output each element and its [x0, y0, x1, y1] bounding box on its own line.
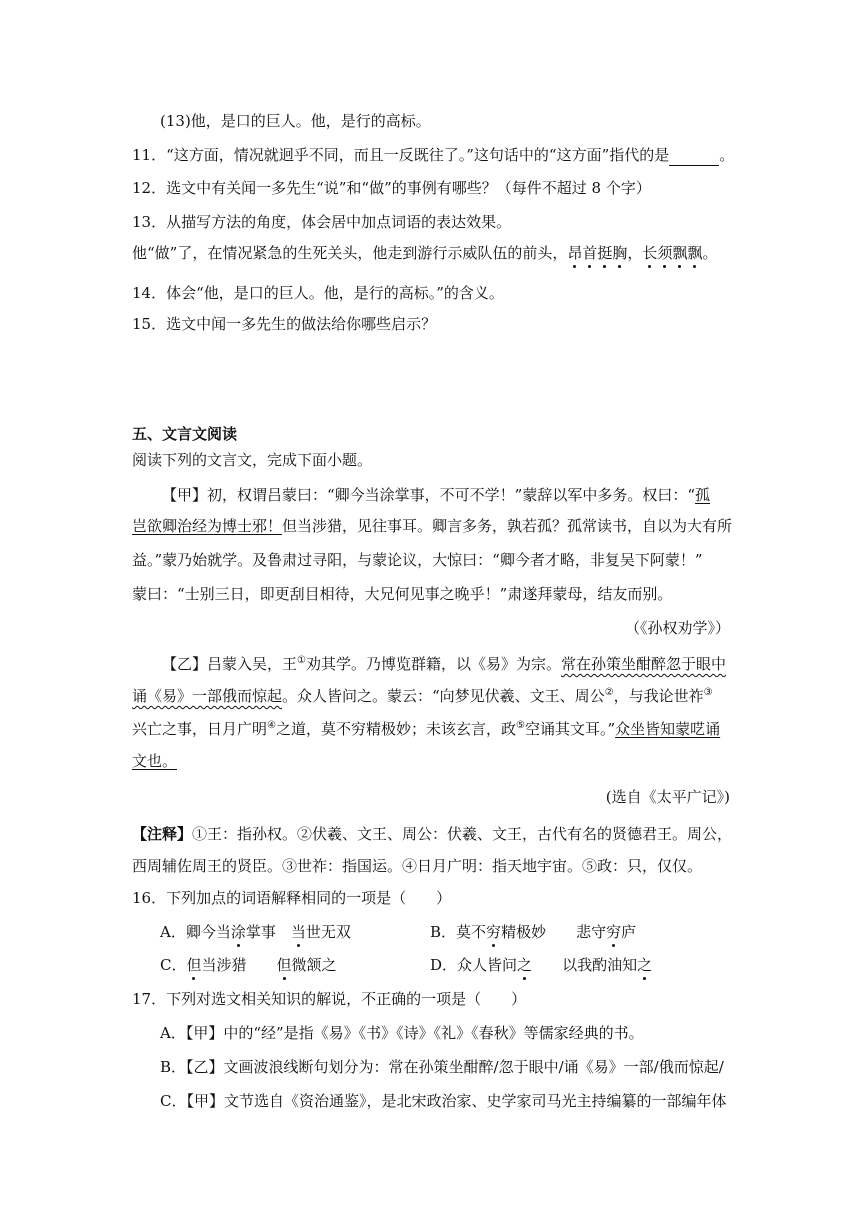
option-label: A． — [160, 923, 186, 941]
dotted-char: 之 — [637, 956, 653, 974]
note-marker: ④ — [267, 720, 276, 731]
passage-yi-source: (选自《太平广记》) — [605, 788, 730, 806]
dotted-char: 首 — [582, 244, 598, 262]
passage-yi-line — [132, 719, 720, 739]
option-text: 以我酌油知 — [532, 956, 638, 974]
dotted-char: 穷 — [486, 923, 502, 941]
dotted-char: 涂 — [230, 923, 246, 941]
section-title: 五、文言文阅读 — [132, 425, 238, 443]
dotted-char: 但 — [186, 956, 202, 974]
q10-item-13: (13)他，是口的巨人。他，是行的高标。 — [160, 112, 431, 130]
passage-text: 。众人皆问之。蒙云：“向梦见伏羲、文王、周公 — [282, 687, 605, 705]
dotted-char: 昂 — [567, 244, 583, 262]
dotted-char: 当 — [290, 923, 306, 941]
q11-text: 11．“这方面，情况就迥乎不同，而且一反既往了。”这句话中的“这方面”指代的是 — [132, 146, 670, 164]
note-marker: ② — [604, 687, 614, 698]
q16-stem: 16．下列加点的词语解释相同的一项是（ ） — [132, 889, 452, 907]
option-label: C． — [160, 956, 187, 974]
q17-option-b[interactable]: B．【乙】文画波浪线断句划分为：常在孙策坐酣醉/忽于眼中/诵《易》一部/俄而惊起/ — [160, 1058, 724, 1076]
passage-jia-line: 蒙曰：“士别三日，即更刮目相待，大兄何见事之晚乎！”肃遂拜蒙母，结友而别。 — [132, 585, 673, 603]
notes-line — [132, 824, 732, 844]
option-text: 微颔之 — [291, 956, 337, 974]
q17-option-a[interactable]: A．【甲】中的“经”是指《易》《书》《诗》《礼》《春秋》等儒家经典的书。 — [160, 1024, 644, 1042]
passage-text: 空诵其文耳。” — [524, 720, 616, 738]
q17-option-c[interactable]: C．【甲】文节选自《资治通鉴》，是北宋政治家、史学家司马光主持编纂的一部编年体 — [160, 1092, 727, 1110]
option-text: 庐 — [621, 923, 637, 941]
dotted-char: 长 — [642, 244, 658, 262]
option-text: 众人皆问 — [457, 956, 518, 974]
passage-text: 【甲】初，权谓吕蒙曰：“卿今当涂掌事，不可不学！”蒙辞以军中多务。权曰：“ — [162, 486, 696, 504]
dotted-char: 但 — [276, 956, 292, 974]
q16-option-b[interactable] — [430, 922, 636, 942]
option-text: 莫不 — [456, 923, 487, 941]
notes-text: ①王：指孙权。②伏羲、文王、周公：伏羲、文王，古代有名的贤德君王。周公， — [192, 825, 733, 843]
option-text: 当涉猎 — [201, 956, 277, 974]
passage-jia-source: （《孙权劝学》） — [624, 619, 730, 637]
option-text: 精极妙 悲守 — [501, 923, 607, 941]
underlined-text: 众坐皆知蒙呓诵 — [615, 720, 721, 738]
passage-yi-line — [132, 686, 713, 706]
note-marker: ③ — [703, 687, 713, 698]
q17-stem: 17．下列对选文相关知识的解说，不正确的一项是（ ） — [132, 990, 527, 1008]
dotted-char: 须 — [657, 244, 673, 262]
passage-text: 但当涉猎，见往事耳。卿言多务，孰若孤？孤常读书，自以为大有所 — [282, 517, 733, 535]
passage-text: 【乙】吕蒙入吴，王 — [162, 655, 298, 673]
note-marker: ① — [297, 655, 306, 666]
dotted-char: 穷 — [606, 923, 622, 941]
passage-jia-line — [162, 485, 710, 505]
q12-question: 12．选文中有关闻一多先生“说”和“做”的事例有哪些？（每件不超过 8 个字） — [132, 179, 651, 197]
q13-sentence — [132, 243, 718, 263]
q16-option-c[interactable] — [160, 955, 337, 975]
note-marker: ⑤ — [516, 720, 525, 731]
q13-comma: ， — [627, 244, 643, 262]
underlined-text: 文也。 — [132, 752, 178, 770]
passage-jia-line — [132, 516, 732, 536]
passage-text: ，与我论世祚 — [613, 687, 704, 705]
passage-yi-line — [162, 654, 726, 674]
q16-option-d[interactable] — [430, 955, 652, 975]
passage-text: 兴亡之事，日月广明 — [132, 720, 268, 738]
notes-line: 西周辅佐周王的贤臣。③世祚：指国运。④日月广明：指天地宇宙。⑤政：只，仅仅。 — [132, 857, 703, 875]
notes-label: 【注释】 — [132, 825, 193, 843]
underlined-text: 孤 — [695, 486, 711, 504]
option-label: B． — [430, 923, 457, 941]
q11-end: 。 — [719, 146, 735, 164]
option-label: D． — [430, 956, 458, 974]
wavy-underlined-text: 常在孙策坐酣醉忽于眼中 — [561, 655, 727, 673]
q13-sentence-text: 他“做”了，在情况紧急的生死关头，他走到游行示威队伍的前头， — [132, 244, 568, 262]
wavy-underlined-text: 诵《易》一部俄而惊起 — [132, 687, 283, 705]
dotted-char: 飘 — [687, 244, 703, 262]
underlined-text: 岂欲卿治经为博士邪！ — [132, 517, 283, 535]
passage-text: 之道，莫不穷精极妙；未该玄言，政 — [275, 720, 516, 738]
q13-title: 13．从描写方法的角度，体会居中加点词语的表达效果。 — [132, 213, 512, 231]
dotted-char: 胸 — [612, 244, 628, 262]
q14-question: 14．体会“他，是口的巨人。他，是行的高标。”的含义。 — [132, 284, 504, 302]
dotted-char: 之 — [517, 956, 533, 974]
q11-question — [132, 145, 734, 166]
dotted-char: 飘 — [672, 244, 688, 262]
passage-text: 劝其学。乃博览群籍，以《易》为宗。 — [305, 655, 561, 673]
q13-end: 。 — [702, 244, 718, 262]
q16-option-a[interactable] — [160, 922, 351, 942]
q15-question: 15．选文中闻一多先生的做法给你哪些启示？ — [132, 315, 437, 333]
option-text: 卿今当 — [185, 923, 231, 941]
option-text: 世无双 — [305, 923, 351, 941]
dotted-char: 挺 — [597, 244, 613, 262]
q11-answer-blank[interactable] — [669, 145, 719, 166]
option-text: 掌事 — [245, 923, 291, 941]
passage-yi-line — [132, 751, 177, 771]
passage-jia-line: 益。”蒙乃始就学。及鲁肃过寻阳，与蒙论议，大惊曰：“卿今者才略，非复吴下阿蒙！” — [132, 551, 703, 569]
section-instruction: 阅读下列的文言文，完成下面小题。 — [132, 451, 373, 469]
